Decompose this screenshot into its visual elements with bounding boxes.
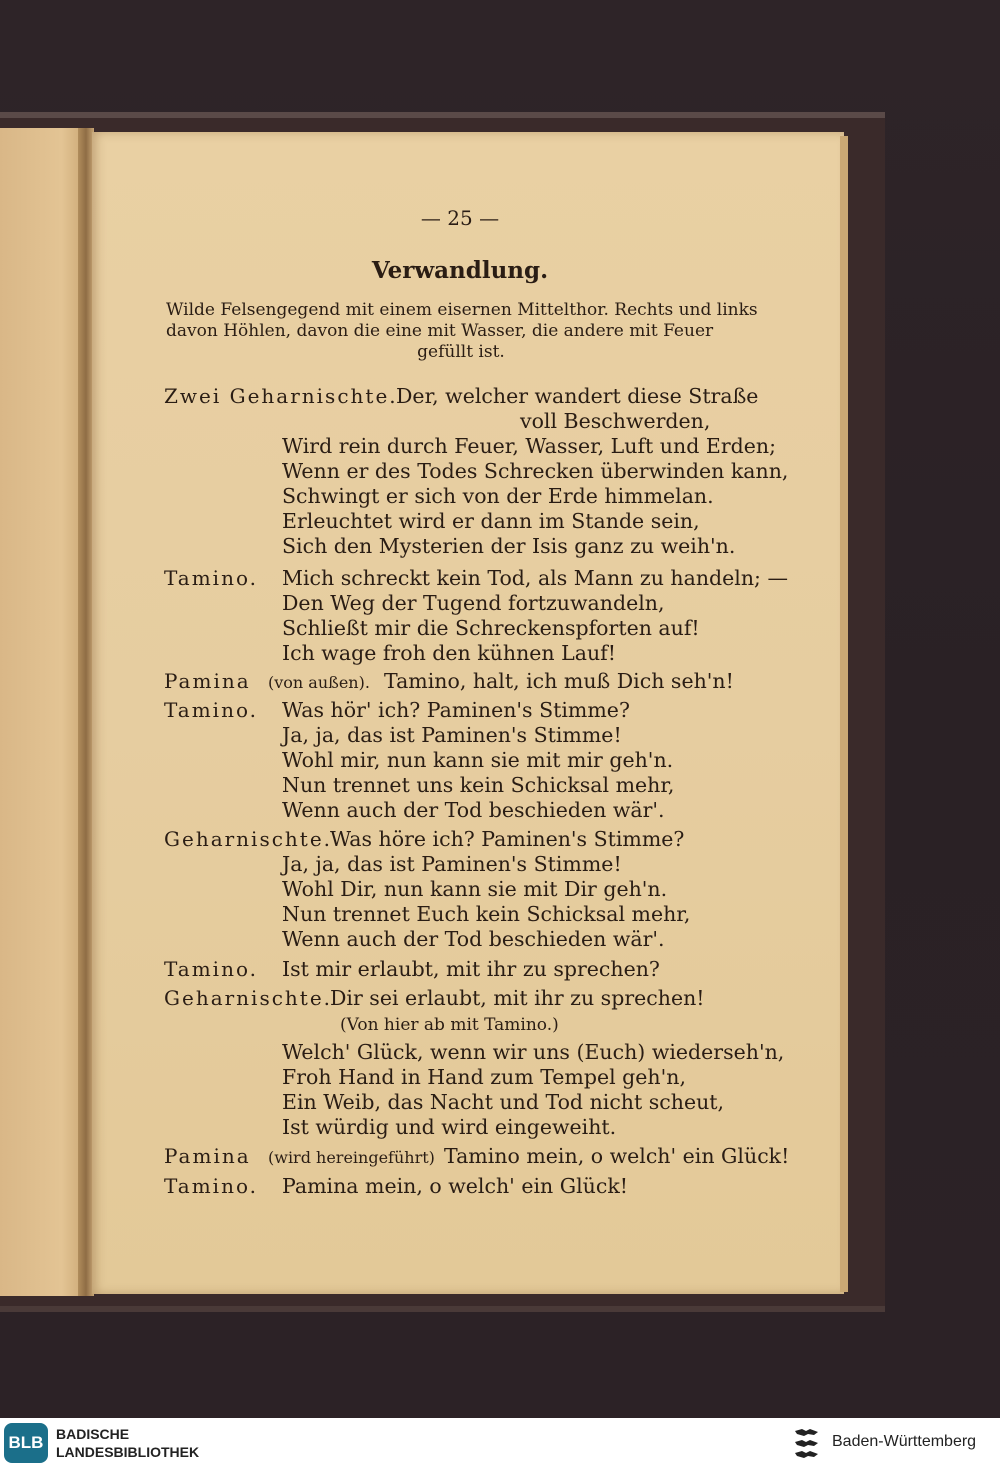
verse-line: Sich den Mysterien der Isis ganz zu weih'n. — [282, 534, 736, 558]
speaker-name: Zwei Geharnischte. — [164, 384, 398, 408]
verse-line: Dir sei erlaubt, mit ihr zu sprechen! — [330, 986, 705, 1010]
verse-line: Tamino, halt, ich muß Dich seh'n! — [384, 669, 734, 693]
verse-line: Schwingt er sich von der Erde himmelan. — [282, 484, 714, 508]
verse-line: Welch' Glück, wenn wir uns (Euch) wiederseh'n, — [282, 1040, 785, 1064]
verse-line: Was hör' ich? Paminen's Stimme? — [282, 698, 630, 722]
verse-line: Nun trennet Euch kein Schicksal mehr, — [282, 902, 691, 926]
verse-line: Erleuchtet wird er dann im Stande sein, — [282, 509, 700, 533]
verse-line: Tamino mein, o welch' ein Glück! — [444, 1144, 790, 1168]
library-name-line: LANDESBIBLIOTHEK — [56, 1444, 200, 1460]
verse-line: Froh Hand in Hand zum Tempel geh'n, — [282, 1065, 686, 1089]
speaker-name: Geharnischte. — [164, 827, 333, 851]
blb-logo[interactable]: BLB — [4, 1423, 48, 1463]
speaker-name: Tamino. — [164, 698, 258, 722]
verse-line: Wenn auch der Tod beschieden wär'. — [282, 927, 665, 951]
verse-line: Wird rein durch Feuer, Wasser, Luft und Erden; — [282, 434, 776, 458]
verse-line: Ist mir erlaubt, mit ihr zu sprechen? — [282, 957, 660, 981]
stage-direction-line: Wilde Felsengegend mit einem eisernen Mittelthor. Rechts und links — [166, 300, 758, 320]
verse-line: Was höre ich? Paminen's Stimme? — [330, 827, 685, 851]
stage-direction: (Von hier ab mit Tamino.) — [340, 1015, 559, 1035]
speaker-note: (von außen). — [268, 673, 370, 692]
stage-direction-line: davon Höhlen, davon die eine mit Wasser, die andere mit Feuer — [166, 321, 714, 341]
verse-line: Ein Weib, das Nacht und Tod nicht scheut, — [282, 1090, 725, 1114]
page-number: — 25 — — [420, 206, 500, 230]
verse-line: Schließt mir die Schreckenspforten auf! — [282, 616, 700, 640]
speaker-name: Pamina — [164, 669, 251, 693]
verse-line: voll Beschwerden, — [520, 409, 711, 433]
left-page — [0, 128, 88, 1296]
verse-line: Den Weg der Tugend fortzuwandeln, — [282, 591, 665, 615]
speaker-name: Tamino. — [164, 1174, 258, 1198]
verse-line: Ja, ja, das ist Paminen's Stimme! — [282, 852, 622, 876]
speaker-name: Tamino. — [164, 957, 258, 981]
speaker-name: Pamina — [164, 1144, 251, 1168]
library-name[interactable] — [56, 1425, 199, 1461]
verse-line: Pamina mein, o welch' ein Glück! — [282, 1174, 629, 1198]
coat-of-arms-icon — [792, 1425, 822, 1461]
stage-direction-line: gefüllt ist. — [417, 342, 505, 362]
speaker-name: Geharnischte. — [164, 986, 333, 1010]
speaker-note: (wird hereingeführt) — [268, 1148, 435, 1167]
verse-line: Ich wage froh den kühnen Lauf! — [282, 641, 617, 665]
state-name[interactable]: Baden-Württemberg — [832, 1433, 977, 1450]
verse-line: Wohl mir, nun kann sie mit mir geh'n. — [282, 748, 674, 772]
verse-line: Wenn auch der Tod beschieden wär'. — [282, 798, 665, 822]
verse-line: Der, welcher wandert diese Straße — [396, 384, 759, 408]
page-edge — [840, 136, 848, 1292]
speaker-name: Tamino. — [164, 566, 258, 590]
scene-heading: Verwandlung. — [371, 257, 549, 284]
verse-line: Mich schreckt kein Tod, als Mann zu handeln; — — [282, 566, 788, 590]
verse-line: Nun trennet uns kein Schicksal mehr, — [282, 773, 675, 797]
verse-line: Ist würdig und wird eingeweiht. — [282, 1115, 617, 1139]
library-name-line: BADISCHE — [56, 1426, 130, 1442]
verse-line: Ja, ja, das ist Paminen's Stimme! — [282, 723, 622, 747]
verse-line: Wohl Dir, nun kann sie mit Dir geh'n. — [282, 877, 668, 901]
verse-line: Wenn er des Todes Schrecken überwinden kann, — [282, 459, 789, 483]
